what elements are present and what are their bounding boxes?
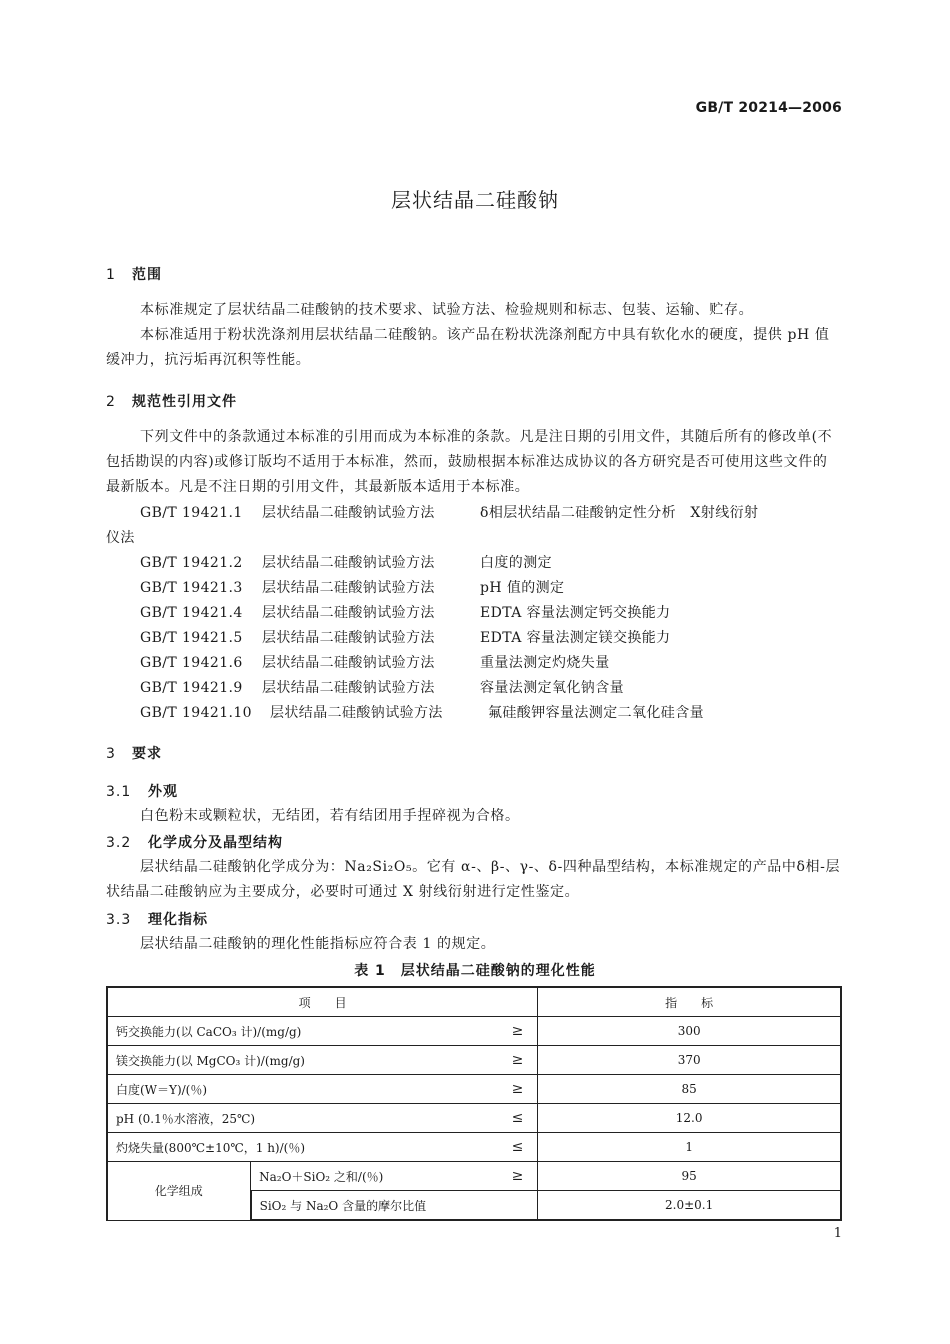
reference-part: pH 值的测定: [480, 580, 565, 596]
reference-name: 层状结晶二硅酸钠试验方法: [262, 655, 435, 671]
paragraph: 本标准适用于粉状洗涤剂用层状结晶二硅酸钠。该产品在粉状洗涤剂配方中具有软化水的硬度，提供 pH 值缓冲力，抗污垢再沉积等性能。: [106, 327, 830, 368]
table-row: [107, 1104, 841, 1133]
reference-part: 重量法测定灼烧失量: [480, 655, 610, 671]
item-cell: [107, 1017, 538, 1046]
section-number: 1: [106, 267, 116, 283]
relation-symbol: ≤: [511, 1139, 524, 1155]
value-cell: 2.0±0.1: [538, 1191, 841, 1221]
specification-table: [106, 986, 842, 1221]
paragraph: 本标准规定了层状结晶二硅酸钠的技术要求、试验方法、检验规则和标志、包装、运输、贮存。: [140, 302, 754, 318]
paragraph: 白色粉末或颗粒状，无结团，若有结团用手捏碎视为合格。: [140, 808, 520, 824]
table-row: [107, 1133, 841, 1162]
reference-item: [140, 701, 704, 726]
value-cell: 85: [538, 1075, 841, 1104]
section-title: 规范性引用文件: [132, 394, 237, 410]
reference-code: GB/T 19421.3: [140, 580, 243, 596]
item-cell: [107, 1075, 538, 1104]
section-title: 要求: [132, 746, 162, 762]
item-label: Na₂O＋SiO₂ 之和/(％): [259, 1169, 384, 1184]
subsection-3-2-heading: [106, 832, 283, 852]
item-label: 镁交换能力(以 MgCO₃ 计)/(mg/g): [116, 1053, 305, 1068]
item-cell: [107, 1133, 538, 1162]
relation-symbol: ≥: [511, 1052, 524, 1068]
paragraph: 下列文件中的条款通过本标准的引用而成为本标准的条款。凡是注日期的引用文件，其随后所有的修改单(不包括勘误的内容)或修订版均不适用于本标准，然而，鼓励根据本标准达成协议的各方研究是否可使用这些文件的最新版本。凡是不注日期的引用文件，其最新版本适用于本标准。: [106, 429, 833, 495]
section-1-heading: [106, 264, 162, 284]
item-label: 钙交换能力(以 CaCO₃ 计)/(mg/g): [116, 1024, 302, 1039]
item-label: pH (0.1％水溶液，25℃): [116, 1111, 256, 1126]
reference-name: 层状结晶二硅酸钠试验方法: [262, 630, 435, 646]
column-header-value: 指 标: [538, 987, 841, 1017]
table-row: [107, 1162, 841, 1191]
reference-part: δ相层状结晶二硅酸钠定性分析 X射线衍射: [480, 505, 759, 521]
subsection-3-3-heading: [106, 909, 208, 929]
standard-number: GB/T 20214—2006: [695, 100, 842, 116]
table-row: [107, 1075, 841, 1104]
reference-code: GB/T 19421.4: [140, 605, 243, 621]
reference-name: 层状结晶二硅酸钠试验方法: [270, 705, 443, 721]
relation-symbol: ≥: [511, 1081, 524, 1097]
reference-part: 白度的测定: [480, 555, 552, 571]
item-cell: [107, 1104, 538, 1133]
reference-part: EDTA 容量法测定钙交换能力: [480, 605, 671, 621]
table-caption: 表 1 层状结晶二硅酸钠的理化性能: [354, 963, 596, 979]
reference-item: [140, 626, 671, 651]
subsection-title: 理化指标: [148, 912, 208, 928]
table-row: [107, 1017, 841, 1046]
reference-code: GB/T 19421.1: [140, 505, 243, 521]
section-title: 范围: [132, 267, 162, 283]
subsection-3-1-heading: [106, 781, 178, 801]
relation-symbol: ≥: [511, 1168, 524, 1184]
section-2-heading: [106, 391, 237, 411]
reference-item: [140, 576, 564, 601]
item-cell: [251, 1162, 538, 1191]
reference-item: [140, 676, 624, 701]
item-cell: [251, 1191, 538, 1221]
column-header-item: 项 目: [107, 987, 538, 1017]
relation-symbol: ≥: [511, 1023, 524, 1039]
value-cell: 370: [538, 1046, 841, 1075]
reference-part: EDTA 容量法测定镁交换能力: [480, 630, 671, 646]
subsection-number: 3.1: [106, 784, 132, 800]
item-label: 灼烧失量(800℃±10℃，1 h)/(％): [116, 1140, 306, 1155]
reference-code: GB/T 19421.10: [140, 705, 252, 721]
subsection-number: 3.2: [106, 835, 132, 851]
page-number: 1: [833, 1226, 842, 1241]
reference-name: 层状结晶二硅酸钠试验方法: [262, 505, 435, 521]
subsection-title: 化学成分及晶型结构: [148, 835, 283, 851]
reference-code: GB/T 19421.2: [140, 555, 243, 571]
reference-name: 层状结晶二硅酸钠试验方法: [262, 680, 435, 696]
subsection-title: 外观: [148, 784, 178, 800]
item-cell: [107, 1046, 538, 1075]
reference-name: 层状结晶二硅酸钠试验方法: [262, 555, 435, 571]
reference-part: 容量法测定氧化钠含量: [480, 680, 624, 696]
relation-symbol: ≤: [511, 1110, 524, 1126]
table-row: [107, 1046, 841, 1075]
reference-code: GB/T 19421.9: [140, 680, 243, 696]
item-label: 白度(W＝Y)/(％): [116, 1082, 208, 1097]
reference-name: 层状结晶二硅酸钠试验方法: [262, 605, 435, 621]
reference-item: [140, 501, 758, 526]
reference-name: 层状结晶二硅酸钠试验方法: [262, 580, 435, 596]
value-cell: 1: [538, 1133, 841, 1162]
reference-item: [140, 551, 552, 576]
value-cell: 300: [538, 1017, 841, 1046]
reference-item: [140, 651, 610, 676]
reference-code: GB/T 19421.5: [140, 630, 243, 646]
reference-code: GB/T 19421.6: [140, 655, 243, 671]
section-3-heading: [106, 743, 162, 763]
value-cell: 95: [538, 1162, 841, 1191]
section-number: 2: [106, 394, 116, 410]
section-number: 3: [106, 746, 116, 762]
reference-continuation: 仪法: [106, 530, 135, 546]
document-title: 层状结晶二硅酸钠: [391, 188, 559, 212]
paragraph: 层状结晶二硅酸钠化学成分为：Na₂Si₂O₅。它有 α-、β-、γ-、δ-四种晶型结构，本标准规定的产品中δ相-层状结晶二硅酸钠应为主要成分，必要时可通过 X 射线衍射进行定性鉴定。: [106, 859, 841, 900]
value-cell: 12.0: [538, 1104, 841, 1133]
table-header-row: [107, 987, 841, 1017]
paragraph: 层状结晶二硅酸钠的理化性能指标应符合表 1 的规定。: [140, 936, 496, 952]
reference-item: [140, 601, 671, 626]
item-label: SiO₂ 与 Na₂O 含量的摩尔比值: [259, 1198, 427, 1213]
reference-part: 氟硅酸钾容量法测定二氧化硅含量: [488, 705, 704, 721]
subsection-number: 3.3: [106, 912, 132, 928]
group-label-cell: 化学组成: [107, 1162, 251, 1221]
